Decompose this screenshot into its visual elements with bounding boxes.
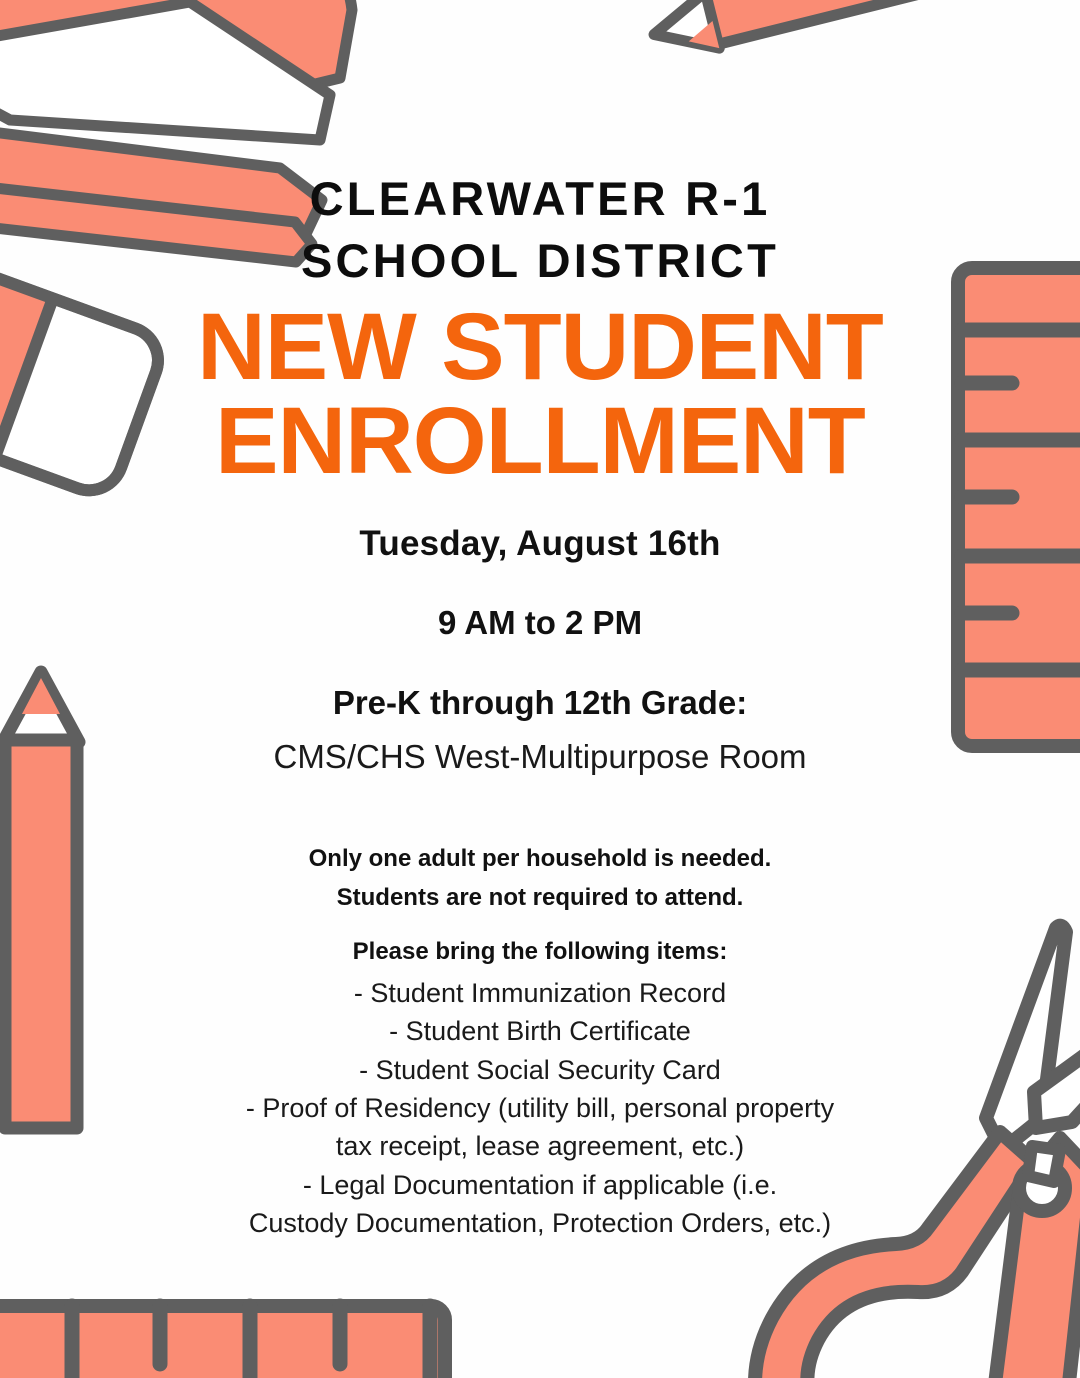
attendance-notice — [0, 840, 1080, 918]
district-name-line2: SCHOOL DISTRICT — [301, 234, 779, 288]
district-name-line1: CLEARWATER R-1 — [309, 172, 771, 225]
list-item: - Student Social Security Card — [359, 1054, 721, 1085]
list-item: Custody Documentation, Protection Orders, etc.) — [248, 1207, 832, 1238]
event-grades: Pre-K through 12th Grade: — [332, 684, 748, 721]
event-date: Tuesday, August 16th — [359, 524, 721, 563]
page-title — [0, 294, 1080, 495]
list-item: tax receipt, lease agreement, etc.) — [335, 1131, 745, 1162]
bring-items-heading: Please bring the following items: — [352, 938, 728, 965]
page-title-line2: ENROLLMENT — [215, 388, 865, 495]
list-item: - Proof of Residency (utility bill, personal property — [245, 1092, 835, 1123]
event-time: 9 AM to 2 PM — [437, 604, 643, 641]
district-name — [0, 168, 1080, 292]
bring-items-list — [0, 974, 1080, 1242]
page-title-line1: NEW STUDENT — [197, 294, 883, 400]
list-item: - Legal Documentation if applicable (i.e. — [302, 1169, 778, 1200]
attendance-notice-line1: Only one adult per household is needed. — [308, 845, 772, 872]
list-item: - Student Birth Certificate — [389, 1016, 691, 1047]
event-location: CMS/CHS West-Multipurpose Room — [273, 738, 807, 775]
list-item: - Student Immunization Record — [353, 978, 727, 1008]
attendance-notice-line2: Students are not required to attend. — [336, 883, 744, 911]
